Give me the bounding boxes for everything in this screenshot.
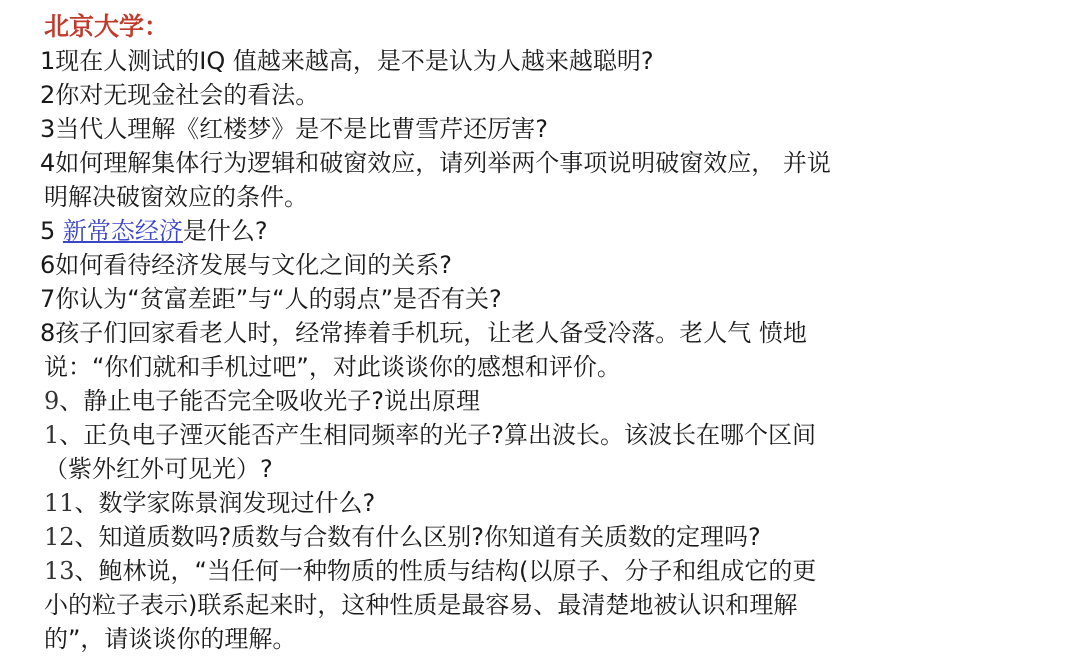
question-9 bbox=[40, 384, 1060, 418]
question-line bbox=[40, 520, 1060, 554]
question-number: 13 bbox=[44, 557, 75, 585]
question-1 bbox=[40, 44, 1060, 78]
question-text: 、正负电子湮灭能否产生相同频率的光子?算出波长。该波长在哪个区间 bbox=[59, 421, 817, 449]
new-normal-economy-link[interactable]: 新常态经济 bbox=[62, 217, 183, 245]
document bbox=[40, 10, 1060, 656]
question-number: 12 bbox=[44, 523, 75, 551]
question-7 bbox=[40, 282, 1060, 316]
question-line: 的”，请谈谈你的理解。 bbox=[44, 625, 297, 653]
question-line bbox=[40, 384, 1060, 418]
question-line: （紫外红外可见光）? bbox=[44, 455, 273, 483]
question-text: 、静止电子能否完全吸收光子?说出原理 bbox=[59, 387, 481, 415]
question-line: 小的粒子表示)联系起来时，这种性质是最容易、最清楚地被认识和理解 bbox=[44, 591, 798, 619]
question-6 bbox=[40, 248, 1060, 282]
page-title: 北京大学： bbox=[44, 12, 170, 41]
question-text: 、鲍林说，“当任何一种物质的性质与结构(以原子、分子和组成它的更 bbox=[74, 557, 817, 585]
question-line: 6如何看待经济发展与文化之间的关系? bbox=[40, 251, 453, 279]
question-line bbox=[40, 486, 1060, 520]
question-number: 1 bbox=[44, 421, 60, 449]
question-line: 1现在人测试的IQ 值越来越高，是不是认为人越来越聪明? bbox=[40, 47, 654, 75]
question-12 bbox=[40, 520, 1060, 554]
question-line bbox=[40, 418, 1060, 452]
question-5 bbox=[40, 214, 1060, 248]
question-number: 11 bbox=[44, 489, 75, 517]
question-10 bbox=[40, 418, 1060, 486]
question-number: 9 bbox=[44, 387, 60, 415]
question-number: 5 bbox=[40, 217, 63, 245]
question-line: 说：“你们就和手机过吧”，对此谈谈你的感想和评价。 bbox=[44, 353, 621, 381]
question-11 bbox=[40, 486, 1060, 520]
question-line: 8孩子们回家看老人时，经常捧着手机玩，让老人备受冷落。老人气 愤地 bbox=[40, 319, 807, 347]
question-line: 3当代人理解《红楼梦》是不是比曹雪芹还厉害? bbox=[40, 115, 549, 143]
question-13 bbox=[40, 554, 1060, 656]
question-text: 、数学家陈景润发现过什么? bbox=[74, 489, 376, 517]
question-line: 明解决破窗效应的条件。 bbox=[44, 183, 308, 211]
question-line: 2你对无现金社会的看法。 bbox=[40, 81, 320, 109]
question-8 bbox=[40, 316, 1060, 384]
question-line: 7你认为“贫富差距”与“人的弱点”是否有关? bbox=[40, 285, 502, 313]
question-2 bbox=[40, 78, 1060, 112]
question-line bbox=[40, 214, 1060, 248]
question-3 bbox=[40, 112, 1060, 146]
question-4 bbox=[40, 146, 1060, 214]
question-line bbox=[40, 554, 1060, 588]
question-text: 是什么? bbox=[182, 217, 268, 245]
question-line: 4如何理解集体行为逻辑和破窗效应，请列举两个事项说明破窗效应， 并说 bbox=[40, 149, 831, 177]
question-text: 、知道质数吗?质数与合数有什么区别?你知道有关质数的定理吗? bbox=[74, 523, 761, 551]
